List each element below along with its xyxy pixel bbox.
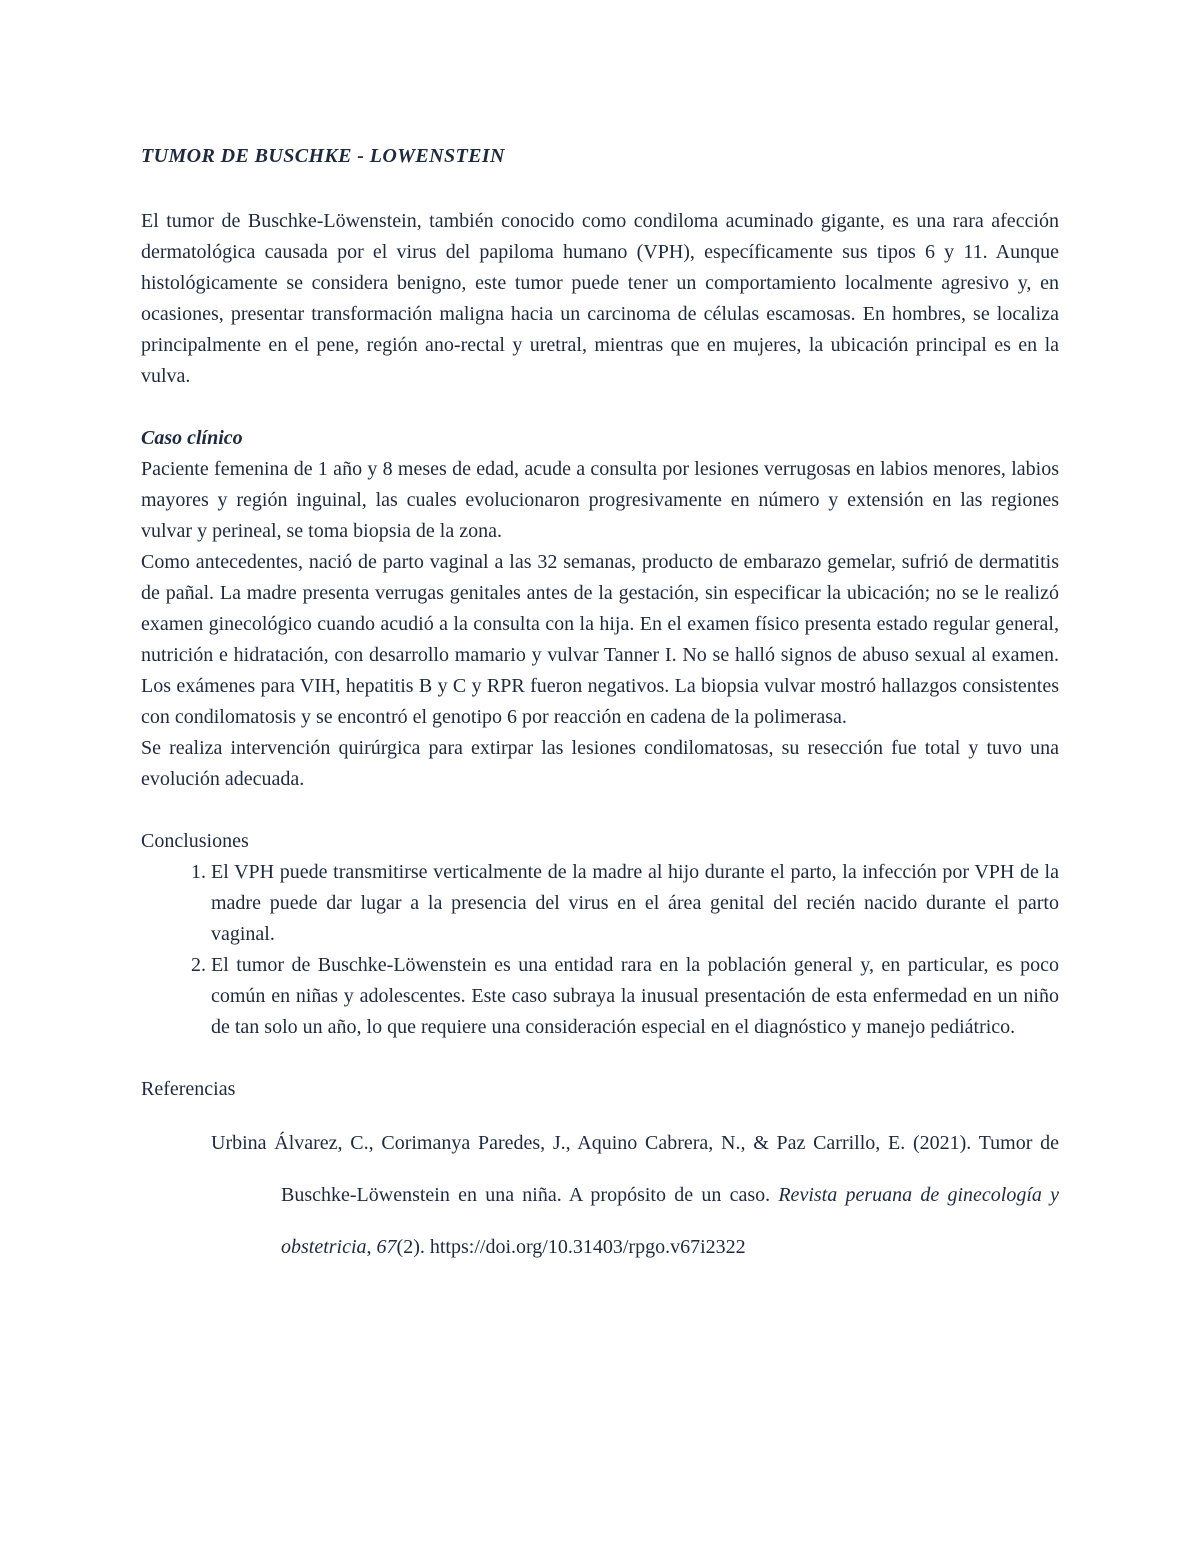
reference-entry	[141, 1117, 1059, 1273]
case-paragraph-1: Paciente femenina de 1 año y 8 meses de edad, acude a consulta por lesiones verrugosas en labios menores, labios mayores y región inguinal, las cuales evolucionaron progresivamente en número y extensión en las regiones vulvar y perineal, se toma biopsia de la zona.	[141, 458, 1059, 542]
conclusions-list	[141, 857, 1059, 1043]
case-paragraph-2: Como antecedentes, nació de parto vaginal a las 32 semanas, producto de embarazo gemelar, sufrió de dermatitis de pañal. La madre presenta verrugas genitales antes de la gestación, sin especificar la ubicación; no se le realizó examen ginecológico cuando acudió a la consulta con la hija. En el examen físico presenta estado regular general, nutrición e hidratación, con desarrollo mamario y vulvar Tanner I. No se halló signos de abuso sexual al examen. Los exámenes para VIH, hepatitis B y C y RPR fueron negativos. La biopsia vulvar mostró hallazgos consistentes con condilomatosis y se encontró el genotipo 6 por reacción en cadena de la polimerasa.	[141, 551, 1059, 728]
reference-doi-link[interactable]: https://doi.org/10.31403/rpgo.v67i2322	[429, 1236, 746, 1258]
reference-authors-title: Urbina Álvarez, C., Corimanya Paredes, J., Aquino Cabrera, N., & Paz Carrillo, E. (2021). Tumor de Buschke-Löwenstein en una niña. A propósito de un caso.	[211, 1132, 1059, 1206]
reference-issue: (2).	[396, 1236, 430, 1258]
list-item: 2. El tumor de Buschke-Löwenstein es una entidad rara en la población general y, en particular, es poco común en niñas y adolescentes. Este caso subraya la inusual presentación de esta enfermedad en un niño de tan solo un año, lo que requiere una consideración especial en el diagnóstico y manejo pediátrico.	[211, 950, 1059, 1043]
reference-journal: Revista peruana de ginecología y obstetricia	[281, 1184, 1059, 1258]
document-title: TUMOR DE BUSCHKE - LOWENSTEIN	[141, 145, 505, 167]
case-paragraph-3: Se realiza intervención quirúrgica para extirpar las lesiones condilomatosas, su resección fue total y tuvo una evolución adecuada.	[141, 737, 1059, 790]
conclusions-heading: Conclusiones	[141, 830, 249, 852]
case-heading: Caso clínico	[141, 427, 243, 449]
reference-separator: ,	[366, 1236, 377, 1258]
list-item: 1. El VPH puede transmitirse verticalmente de la madre al hijo durante el parto, la infección por VPH de la madre puede dar lugar a la presencia del virus en el área genital del recién nacido durante el parto vaginal.	[211, 857, 1059, 950]
references-heading: Referencias	[141, 1078, 236, 1100]
reference-volume: 67	[376, 1236, 397, 1258]
document-page	[141, 140, 1059, 1273]
intro-paragraph: El tumor de Buschke-Löwenstein, también conocido como condiloma acuminado gigante, es una rara afección dermatológica causada por el virus del papiloma humano (VPH), específicamente sus tipos 6 y 11. Aunque histológicamente se considera benigno, este tumor puede tener un comportamiento localmente agresivo y, en ocasiones, presentar transformación maligna hacia un carcinoma de células escamosas. En hombres, se localiza principalmente en el pene, región ano-rectal y uretral, mientras que en mujeres, la ubicación principal es en la vulva.	[141, 210, 1059, 387]
